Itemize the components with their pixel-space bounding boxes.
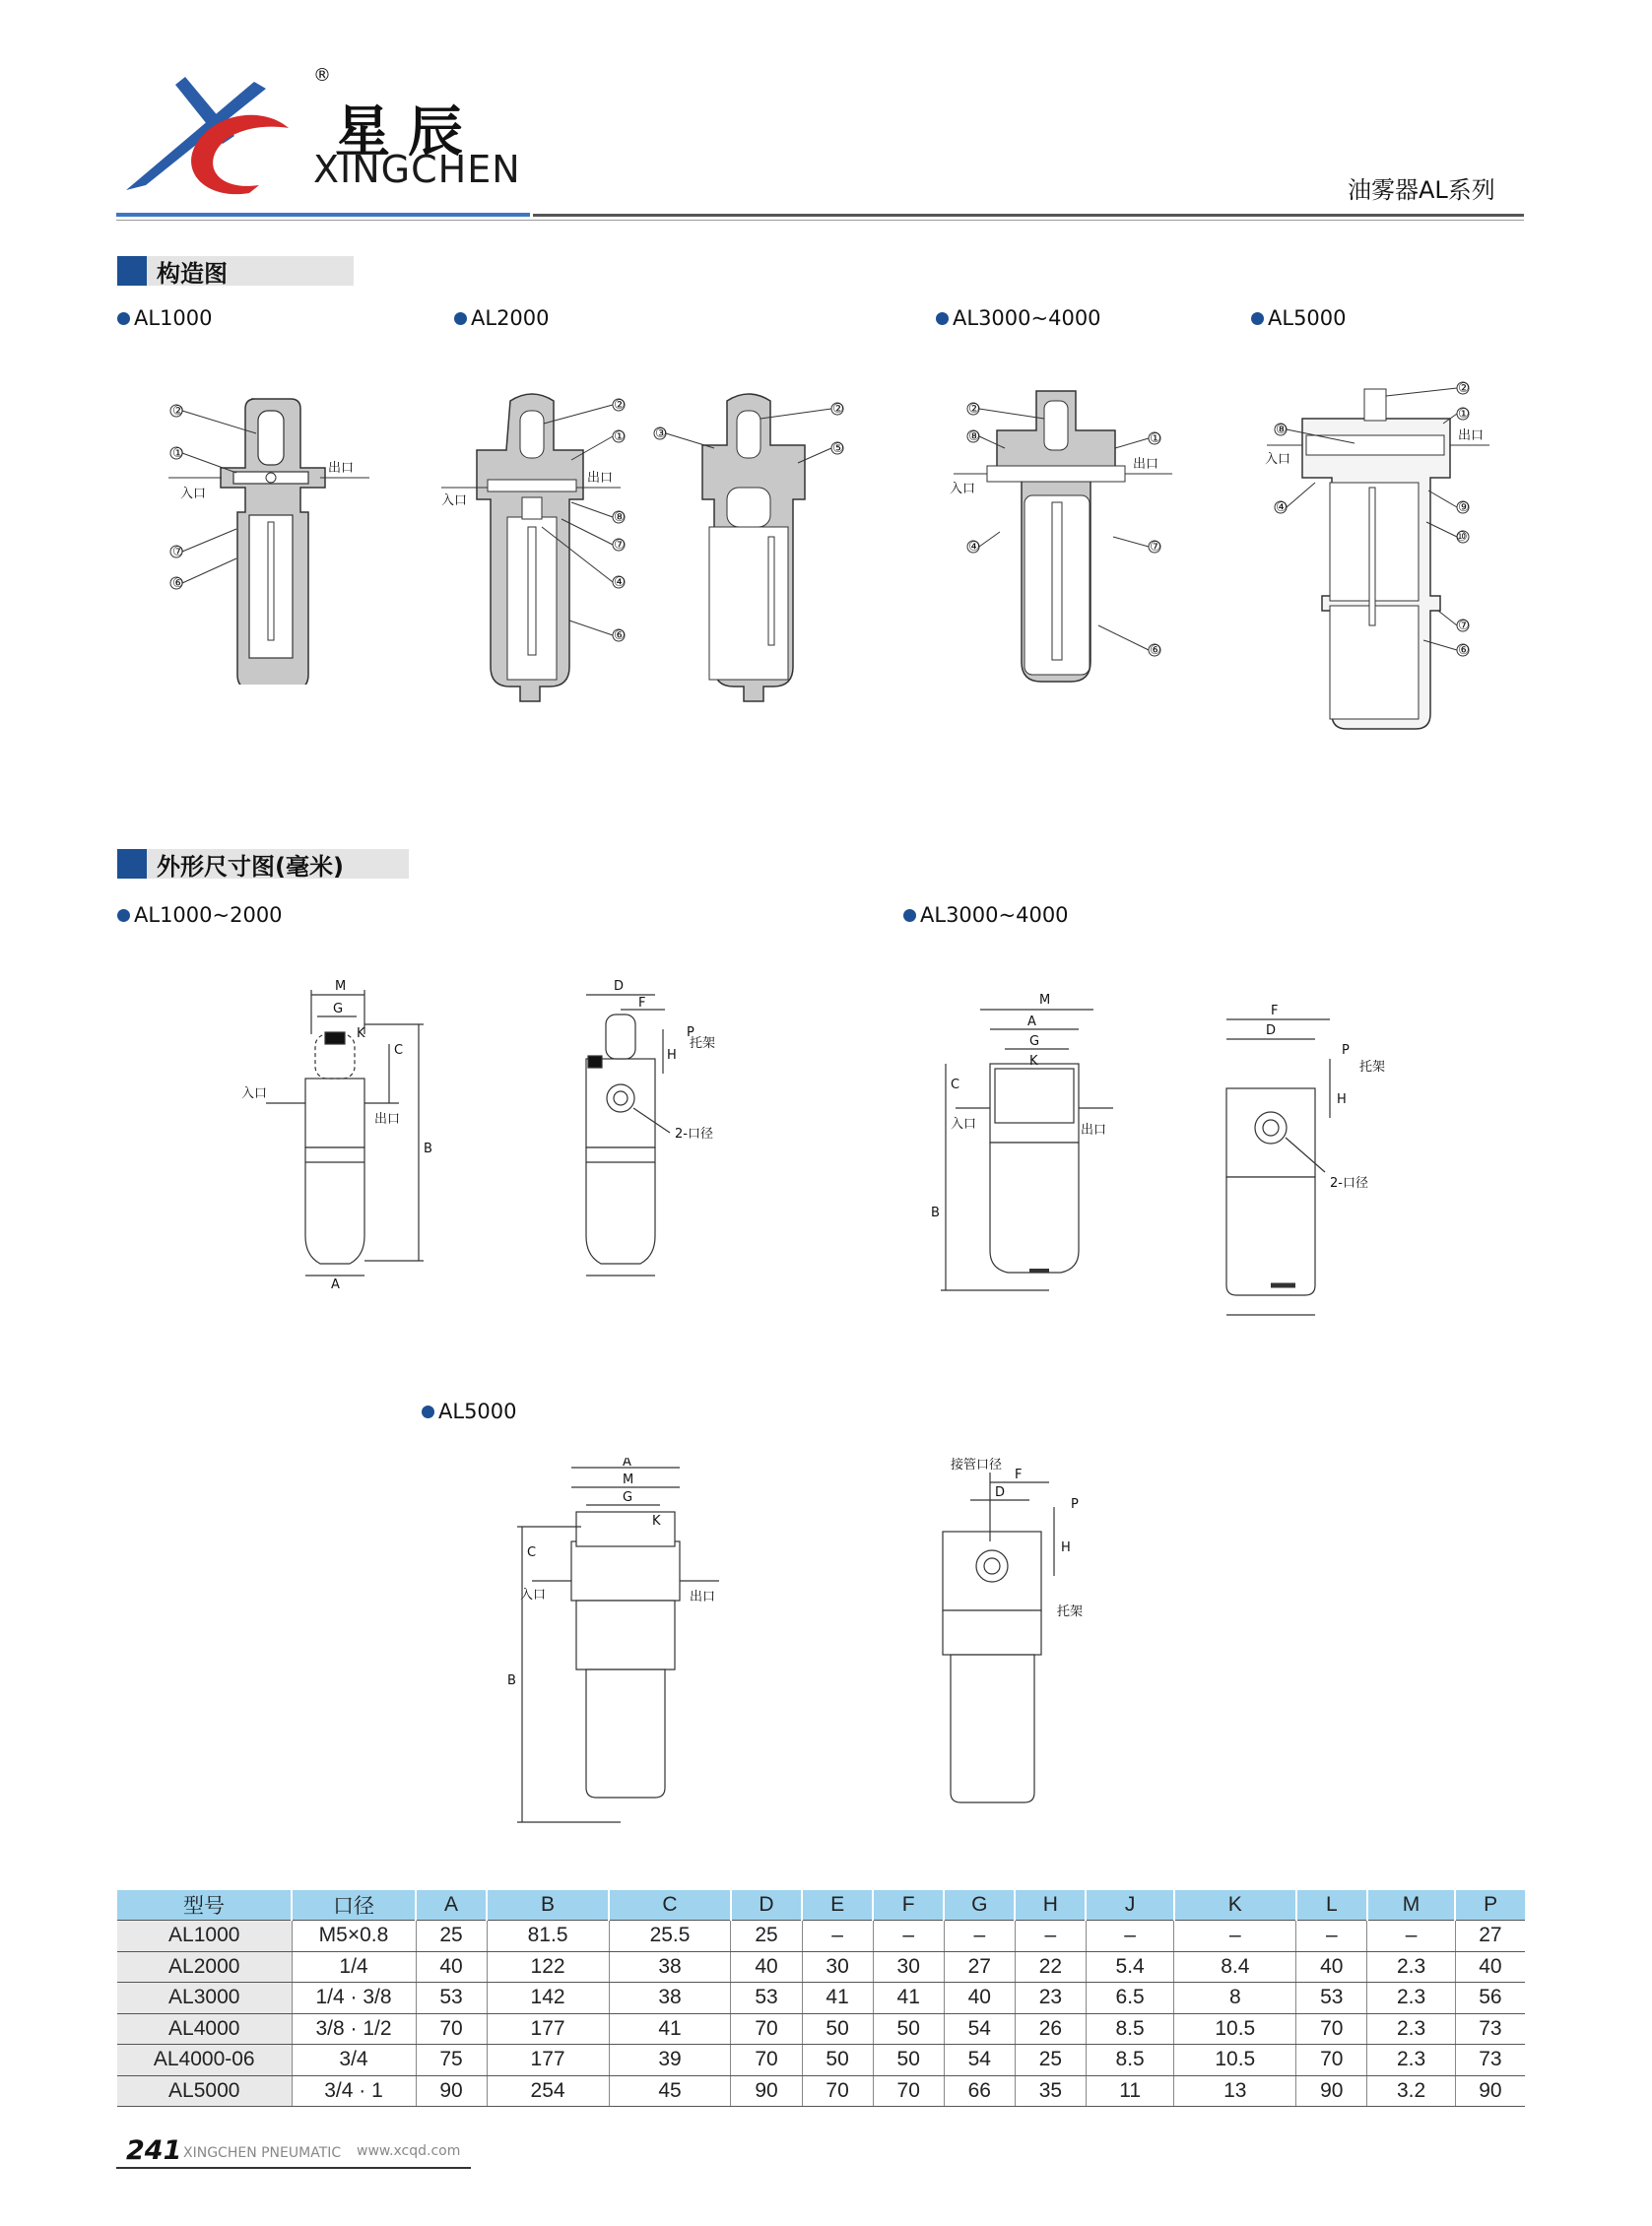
model-label-al1000-2000 bbox=[117, 903, 283, 927]
section-structure-title: 构造图 bbox=[147, 256, 354, 286]
part-number: ④ bbox=[968, 540, 980, 555]
inlet-label: 入口 bbox=[951, 1117, 977, 1132]
table-cell: 30 bbox=[802, 1951, 873, 1983]
outlet-label: 出口 bbox=[1458, 428, 1485, 443]
table-cell: 25 bbox=[1015, 2045, 1086, 2076]
al5000-section-drawing bbox=[1261, 374, 1497, 758]
table-cell: 38 bbox=[609, 1951, 731, 1983]
table-cell: 73 bbox=[1455, 2013, 1525, 2045]
table-cell: 41 bbox=[609, 2013, 731, 2045]
outlet-label: 出口 bbox=[374, 1112, 401, 1127]
part-number: ⑥ bbox=[614, 628, 626, 643]
part-number: ② bbox=[172, 404, 184, 419]
section-dimensions-header bbox=[117, 849, 409, 879]
part-number: ⑦ bbox=[1458, 619, 1470, 633]
dim-label: A bbox=[623, 1458, 631, 1470]
dim-label: B bbox=[424, 1142, 432, 1156]
column-header: 口径 bbox=[292, 1890, 416, 1921]
model-name: AL2000 bbox=[471, 306, 550, 330]
table-cell: 53 bbox=[731, 1983, 802, 2014]
outlet-label: 出口 bbox=[328, 461, 355, 476]
table-cell: 1/4 bbox=[292, 1951, 416, 1983]
section-dimensions-title: 外形尺寸图(毫米) bbox=[147, 849, 409, 879]
footer-website: www.xcqd.com bbox=[357, 2143, 461, 2159]
outlet-label: 出口 bbox=[1133, 457, 1159, 472]
dim-label: B bbox=[507, 1673, 516, 1688]
al5000-dim-side bbox=[931, 1453, 1128, 1827]
table-cell: 75 bbox=[416, 2045, 487, 2076]
footer-company: XINGCHEN PNEUMATIC bbox=[183, 2145, 342, 2161]
table-cell: 70 bbox=[416, 2013, 487, 2045]
dim-label: C bbox=[527, 1545, 537, 1560]
part-number: ⑧ bbox=[968, 429, 980, 444]
table-cell: 40 bbox=[1455, 1951, 1525, 1983]
table-cell: 8 bbox=[1174, 1983, 1296, 2014]
table-cell: 90 bbox=[731, 2075, 802, 2107]
dim-label: C bbox=[951, 1078, 960, 1092]
part-number: ① bbox=[1458, 407, 1470, 422]
table-cell: 50 bbox=[802, 2013, 873, 2045]
model-name: AL1000~2000 bbox=[134, 903, 283, 927]
table-cell: 6.5 bbox=[1086, 1983, 1173, 2014]
table-cell: 38 bbox=[609, 1983, 731, 2014]
bullet-dot bbox=[454, 312, 467, 325]
column-header: G bbox=[944, 1890, 1015, 1921]
table-cell: – bbox=[1367, 1921, 1455, 1952]
table-cell: 254 bbox=[487, 2075, 609, 2107]
table-cell: 81.5 bbox=[487, 1921, 609, 1952]
table-cell: 122 bbox=[487, 1951, 609, 1983]
dim-label: M bbox=[623, 1473, 634, 1487]
dim-label: G bbox=[623, 1490, 633, 1505]
table-cell: 2.3 bbox=[1367, 2013, 1455, 2045]
dim-label: G bbox=[333, 1002, 344, 1016]
part-number: ⑩ bbox=[1456, 530, 1468, 545]
part-number: ② bbox=[968, 402, 980, 417]
part-number: ⑦ bbox=[172, 545, 184, 559]
al3000-4000-section-drawing bbox=[946, 379, 1182, 734]
table-cell: – bbox=[802, 1921, 873, 1952]
brand-name-en: XINGCHEN bbox=[313, 148, 521, 191]
part-number: ⑤ bbox=[832, 441, 844, 456]
table-cell: 10.5 bbox=[1174, 2045, 1296, 2076]
table-cell: 70 bbox=[1296, 2045, 1367, 2076]
table-cell: 90 bbox=[1455, 2075, 1525, 2107]
table-cell: 3.2 bbox=[1367, 2075, 1455, 2107]
header-rule-gray bbox=[533, 214, 1524, 217]
table-cell: 5.4 bbox=[1086, 1951, 1173, 1983]
part-number: ② bbox=[832, 402, 844, 417]
dim-label: H bbox=[1337, 1092, 1347, 1107]
table-row bbox=[117, 1983, 1525, 2014]
model-name: AL5000 bbox=[1268, 306, 1347, 330]
table-cell: 11 bbox=[1086, 2075, 1173, 2107]
table-cell: 70 bbox=[1296, 2013, 1367, 2045]
dim-label: C bbox=[394, 1043, 404, 1058]
model-cell: AL2000 bbox=[117, 1951, 292, 1983]
al5000-dim-front bbox=[502, 1458, 749, 1827]
outlet-label: 出口 bbox=[587, 471, 614, 486]
dim-label: P bbox=[1071, 1497, 1079, 1512]
table-cell: – bbox=[1015, 1921, 1086, 1952]
column-header: B bbox=[487, 1890, 609, 1921]
port-label: 2-口径 bbox=[675, 1127, 713, 1142]
table-cell: 56 bbox=[1455, 1983, 1525, 2014]
footer-rule bbox=[116, 2167, 471, 2169]
table-row bbox=[117, 2045, 1525, 2076]
bullet-dot bbox=[422, 1406, 434, 1418]
inlet-label: 入口 bbox=[441, 493, 468, 508]
dim-label: D bbox=[995, 1485, 1006, 1500]
table-cell: 40 bbox=[416, 1951, 487, 1983]
table-cell: 90 bbox=[416, 2075, 487, 2107]
dim-label: P bbox=[1342, 1043, 1350, 1058]
dim-label: K bbox=[652, 1514, 661, 1529]
table-cell: 8.5 bbox=[1086, 2045, 1173, 2076]
column-header: M bbox=[1367, 1890, 1455, 1921]
bullet-dot bbox=[903, 909, 916, 922]
table-cell: 2.3 bbox=[1367, 1983, 1455, 2014]
table-cell: 50 bbox=[802, 2045, 873, 2076]
part-number: ④ bbox=[614, 575, 626, 590]
dim-label: K bbox=[357, 1026, 365, 1041]
table-cell: 10.5 bbox=[1174, 2013, 1296, 2045]
part-number: ② bbox=[614, 398, 626, 413]
inlet-label: 入口 bbox=[180, 487, 207, 501]
bullet-dot bbox=[1251, 312, 1264, 325]
dim-label: H bbox=[1061, 1540, 1071, 1555]
al3000-4000-dim-front bbox=[921, 970, 1148, 1305]
table-cell: 177 bbox=[487, 2013, 609, 2045]
bullet-dot bbox=[117, 312, 130, 325]
table-cell: 50 bbox=[873, 2013, 944, 2045]
table-cell: 40 bbox=[944, 1983, 1015, 2014]
table-cell: 40 bbox=[1296, 1951, 1367, 1983]
table-row bbox=[117, 1951, 1525, 1983]
model-cell: AL4000-06 bbox=[117, 2045, 292, 2076]
table-cell: 25 bbox=[731, 1921, 802, 1952]
table-cell: 13 bbox=[1174, 2075, 1296, 2107]
dim-label: F bbox=[638, 996, 646, 1011]
model-cell: AL4000 bbox=[117, 2013, 292, 2045]
dim-label: D bbox=[1266, 1023, 1277, 1038]
dim-label: A bbox=[1027, 1015, 1036, 1029]
part-number: ① bbox=[1150, 431, 1161, 446]
table-cell: 53 bbox=[1296, 1983, 1367, 2014]
table-header-row bbox=[117, 1890, 1525, 1921]
bracket-label: 托架 bbox=[690, 1036, 716, 1051]
part-number: ⑨ bbox=[1458, 500, 1470, 515]
al1000-section-drawing bbox=[163, 389, 379, 685]
dim-label: B bbox=[931, 1206, 940, 1220]
model-label-al5000-dim bbox=[422, 1400, 517, 1423]
table-cell: 3/4 bbox=[292, 2045, 416, 2076]
dim-label: K bbox=[1029, 1054, 1038, 1069]
page-number: 241 bbox=[126, 2135, 182, 2166]
al2000-section-drawing-front bbox=[433, 389, 630, 714]
table-cell: 54 bbox=[944, 2045, 1015, 2076]
table-cell: – bbox=[1174, 1921, 1296, 1952]
table-cell: 25.5 bbox=[609, 1921, 731, 1952]
table-cell: 54 bbox=[944, 2013, 1015, 2045]
inlet-label: 入口 bbox=[1265, 452, 1291, 467]
part-number: ⑧ bbox=[1276, 423, 1288, 437]
dim-label: P bbox=[687, 1025, 694, 1040]
dim-label: M bbox=[335, 979, 347, 994]
part-number: ⑥ bbox=[1458, 643, 1470, 658]
header-rule-blue bbox=[116, 213, 530, 217]
model-label-al5000 bbox=[1251, 306, 1347, 330]
model-label-al2000 bbox=[454, 306, 550, 330]
header-rule-thin bbox=[116, 220, 1524, 221]
bullet-dot bbox=[117, 909, 130, 922]
table-cell: 66 bbox=[944, 2075, 1015, 2107]
model-name: AL3000~4000 bbox=[920, 903, 1069, 927]
table-cell: 8.5 bbox=[1086, 2013, 1173, 2045]
column-header: P bbox=[1455, 1890, 1525, 1921]
table-cell: 177 bbox=[487, 2045, 609, 2076]
table-cell: 2.3 bbox=[1367, 2045, 1455, 2076]
dim-label: F bbox=[1015, 1468, 1023, 1482]
table-cell: 27 bbox=[944, 1951, 1015, 1983]
table-row bbox=[117, 2075, 1525, 2107]
table-cell: 23 bbox=[1015, 1983, 1086, 2014]
part-number: ⑧ bbox=[614, 510, 626, 525]
al1000-2000-dim-side bbox=[576, 975, 754, 1290]
table-cell: 1/4 · 3/8 bbox=[292, 1983, 416, 2014]
dim-label: H bbox=[667, 1048, 677, 1063]
dim-label: F bbox=[1271, 1004, 1279, 1018]
table-cell: 35 bbox=[1015, 2075, 1086, 2107]
inlet-label: 入口 bbox=[950, 482, 976, 496]
outlet-label: 出口 bbox=[1081, 1123, 1107, 1138]
table-cell: – bbox=[1086, 1921, 1173, 1952]
bracket-label: 托架 bbox=[1359, 1060, 1386, 1075]
model-name: AL5000 bbox=[438, 1400, 517, 1423]
outlet-label: 出口 bbox=[690, 1590, 716, 1604]
part-number: ④ bbox=[1276, 500, 1288, 515]
table-cell: 26 bbox=[1015, 2013, 1086, 2045]
table-cell: 39 bbox=[609, 2045, 731, 2076]
table-cell: 8.4 bbox=[1174, 1951, 1296, 1983]
table-cell: 27 bbox=[1455, 1921, 1525, 1952]
section-square bbox=[117, 849, 147, 879]
al1000-2000-dim-front bbox=[236, 975, 443, 1290]
series-title: 油雾器AL系列 bbox=[1348, 176, 1495, 204]
column-header: A bbox=[416, 1890, 487, 1921]
table-cell: 41 bbox=[873, 1983, 944, 2014]
table-cell: 70 bbox=[731, 2045, 802, 2076]
table-cell: 2.3 bbox=[1367, 1951, 1455, 1983]
section-square bbox=[117, 256, 147, 286]
al2000-section-drawing-side bbox=[650, 389, 847, 714]
model-cell: AL3000 bbox=[117, 1983, 292, 2014]
table-row bbox=[117, 1921, 1525, 1952]
model-name: AL3000~4000 bbox=[953, 306, 1101, 330]
dim-label: A bbox=[331, 1277, 340, 1290]
part-number: ③ bbox=[655, 426, 667, 441]
table-cell: – bbox=[1296, 1921, 1367, 1952]
column-header: D bbox=[731, 1890, 802, 1921]
model-name: AL1000 bbox=[134, 306, 213, 330]
table-cell: M5×0.8 bbox=[292, 1921, 416, 1952]
part-number: ⑦ bbox=[614, 538, 626, 553]
part-number: ⑥ bbox=[172, 576, 184, 591]
column-header: C bbox=[609, 1890, 731, 1921]
table-cell: 73 bbox=[1455, 2045, 1525, 2076]
part-number: ① bbox=[172, 446, 184, 461]
table-cell: 142 bbox=[487, 1983, 609, 2014]
dim-label: D bbox=[614, 979, 625, 994]
inlet-label: 入口 bbox=[520, 1588, 547, 1603]
spec-table bbox=[117, 1890, 1525, 2107]
table-cell: 25 bbox=[416, 1921, 487, 1952]
model-label-al3000-4000 bbox=[936, 306, 1101, 330]
table-cell: 53 bbox=[416, 1983, 487, 2014]
part-number: ① bbox=[614, 429, 626, 444]
model-label-al3000-4000-dim bbox=[903, 903, 1069, 927]
model-label-al1000 bbox=[117, 306, 213, 330]
column-header: K bbox=[1174, 1890, 1296, 1921]
dim-label: M bbox=[1039, 993, 1051, 1008]
pipe-port-label: 接管口径 bbox=[951, 1458, 1003, 1473]
column-header: 型号 bbox=[117, 1890, 292, 1921]
column-header: J bbox=[1086, 1890, 1173, 1921]
table-cell: 70 bbox=[802, 2075, 873, 2107]
registered-mark: ® bbox=[313, 65, 331, 86]
table-cell: 41 bbox=[802, 1983, 873, 2014]
table-cell: 70 bbox=[873, 2075, 944, 2107]
table-cell: 3/4 · 1 bbox=[292, 2075, 416, 2107]
table-cell: – bbox=[873, 1921, 944, 1952]
table-cell: 22 bbox=[1015, 1951, 1086, 1983]
table-row bbox=[117, 2013, 1525, 2045]
part-number: ⑥ bbox=[1150, 643, 1161, 658]
table-cell: 40 bbox=[731, 1951, 802, 1983]
brand-name-cn: 星辰 bbox=[335, 100, 481, 164]
inlet-label: 入口 bbox=[241, 1086, 268, 1101]
table-cell: 30 bbox=[873, 1951, 944, 1983]
table-cell: 45 bbox=[609, 2075, 731, 2107]
column-header: E bbox=[802, 1890, 873, 1921]
part-number: ⑦ bbox=[1150, 540, 1161, 555]
model-cell: AL5000 bbox=[117, 2075, 292, 2107]
bullet-dot bbox=[936, 312, 949, 325]
part-number: ② bbox=[1458, 381, 1470, 396]
dim-label: G bbox=[1029, 1034, 1040, 1049]
section-structure-header bbox=[117, 256, 354, 286]
table-cell: 90 bbox=[1296, 2075, 1367, 2107]
table-cell: 70 bbox=[731, 2013, 802, 2045]
table-cell: 50 bbox=[873, 2045, 944, 2076]
column-header: F bbox=[873, 1890, 944, 1921]
column-header: L bbox=[1296, 1890, 1367, 1921]
model-cell: AL1000 bbox=[117, 1921, 292, 1952]
table-cell: – bbox=[944, 1921, 1015, 1952]
al3000-4000-dim-side bbox=[1207, 990, 1404, 1330]
logo-mark-icon bbox=[116, 67, 313, 200]
port-label: 2-口径 bbox=[1330, 1176, 1368, 1191]
table-cell: 3/8 · 1/2 bbox=[292, 2013, 416, 2045]
brand-logo bbox=[116, 67, 313, 200]
bracket-label: 托架 bbox=[1057, 1604, 1084, 1619]
column-header: H bbox=[1015, 1890, 1086, 1921]
